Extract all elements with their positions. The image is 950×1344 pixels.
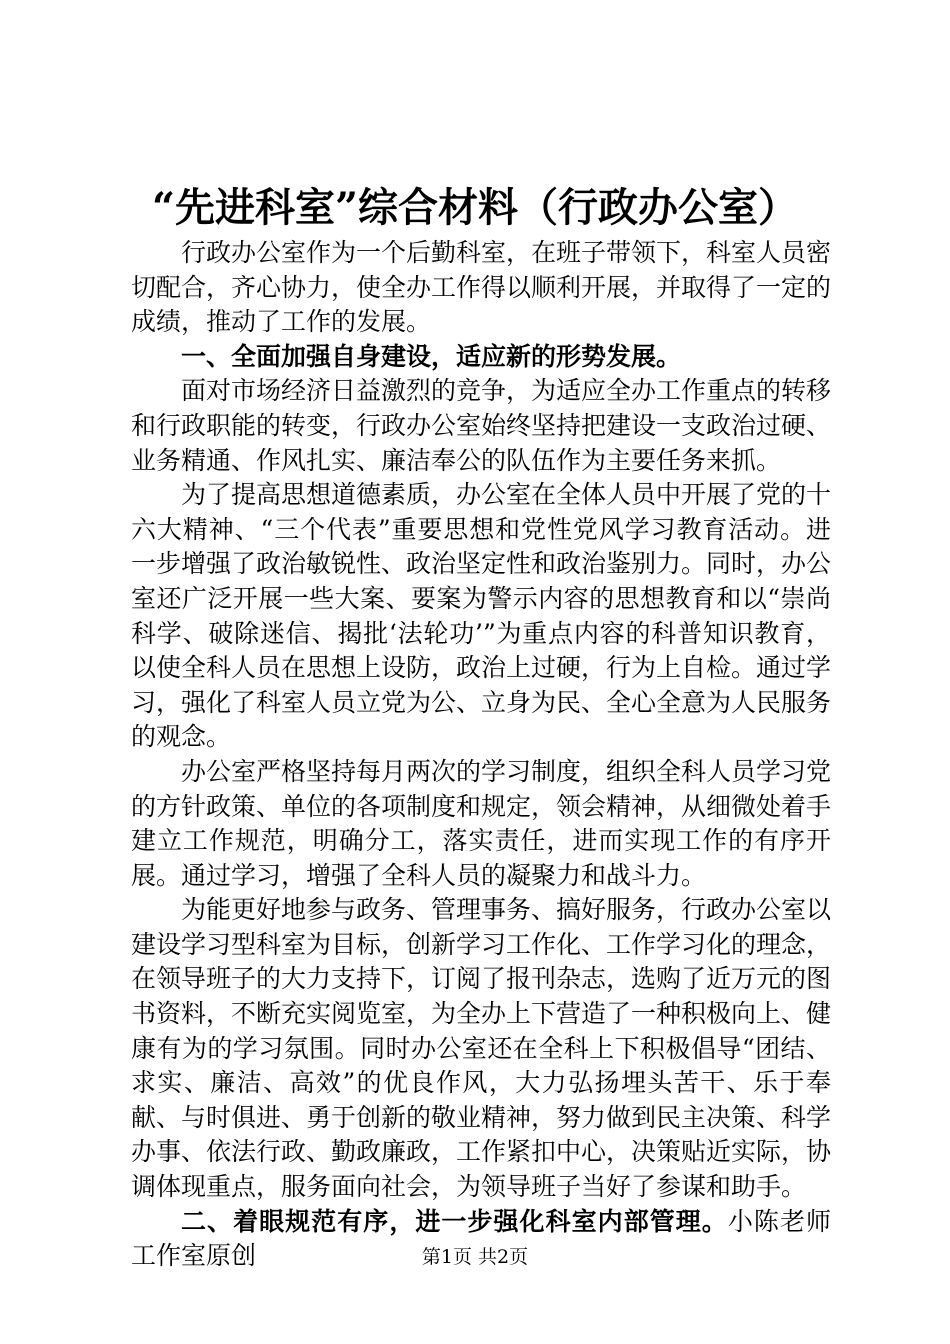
page-number: 第1页 共2页	[421, 1246, 529, 1268]
document-body	[131, 236, 831, 1274]
body-paragraph: 办公室严格坚持每月两次的学习制度，组织全科人员学习党的方针政策、单位的各项制度和规定，领会精神，从细微处着手建立工作规范，明确分工，落实责任，进而实现工作的有序开展。通过学习，增强了全科人员的凝聚力和战斗力。	[131, 756, 832, 890]
body-paragraph: 为了提高思想道德素质，办公室在全体人员中开展了党的十六大精神、“三个代表”重要思想和党性党风学习教育活动。进一步增强了政治敏锐性、政治坚定性和政治鉴别力。同时，办公室还广泛开展一些大案、要案为警示内容的思想教育和以“崇尚科学、破除迷信、揭批‘法轮功’”为重点内容的科普知识教育，以使全科人员在思想上设防，政治上过硬，行为上自检。通过学习，强化了科室人员立党为公、立身为民、全心全意为人民服务的观念。	[131, 480, 832, 752]
section-heading-1: 一、全面加强自身建设，适应新的形势发展。	[181, 341, 682, 371]
section-heading-2: 二、着眼规范有序，进一步强化科室内部管理。	[181, 1206, 728, 1236]
body-paragraph: 为能更好地参与政务、管理事务、搞好服务，行政办公室以建设学习型科室为目标，创新学习工作化、工作学习化的理念，在领导班子的大力支持下，订阅了报刊杂志，选购了近万元的图书资料，不断充实阅览室，为全办上下营造了一种积极向上、健康有为的学习氛围。同时办公室还在全科上下积极倡导“团结、求实、廉洁、高效”的优良作风，大力弘扬埋头苦干、乐于奉献、与时俱进、勇于创新的敬业精神，努力做到民主决策、科学办事、依法行政、勤政廉政，工作紧扣中心，决策贴近实际，协调体现重点，服务面向社会，为领导班子当好了参谋和助手。	[131, 895, 832, 1202]
section-heading-2-tail: 小陈老师工作室原创	[131, 1206, 831, 1271]
body-paragraph: 面对市场经济日益激烈的竞争，为适应全办工作重点的转移和行政职能的转变，行政办公室始终坚持把建设一支政治过硬、业务精通、作风扎实、廉洁奉公的队伍作为主要任务来抓。	[131, 376, 832, 475]
document-title: “先进科室”综合材料（行政办公室）	[151, 184, 798, 231]
intro-paragraph: 行政办公室作为一个后勤科室，在班子带领下，科室人员密切配合，齐心协力，使全办工作得以顺利开展，并取得了一定的成绩，推动了工作的发展。	[131, 238, 832, 337]
